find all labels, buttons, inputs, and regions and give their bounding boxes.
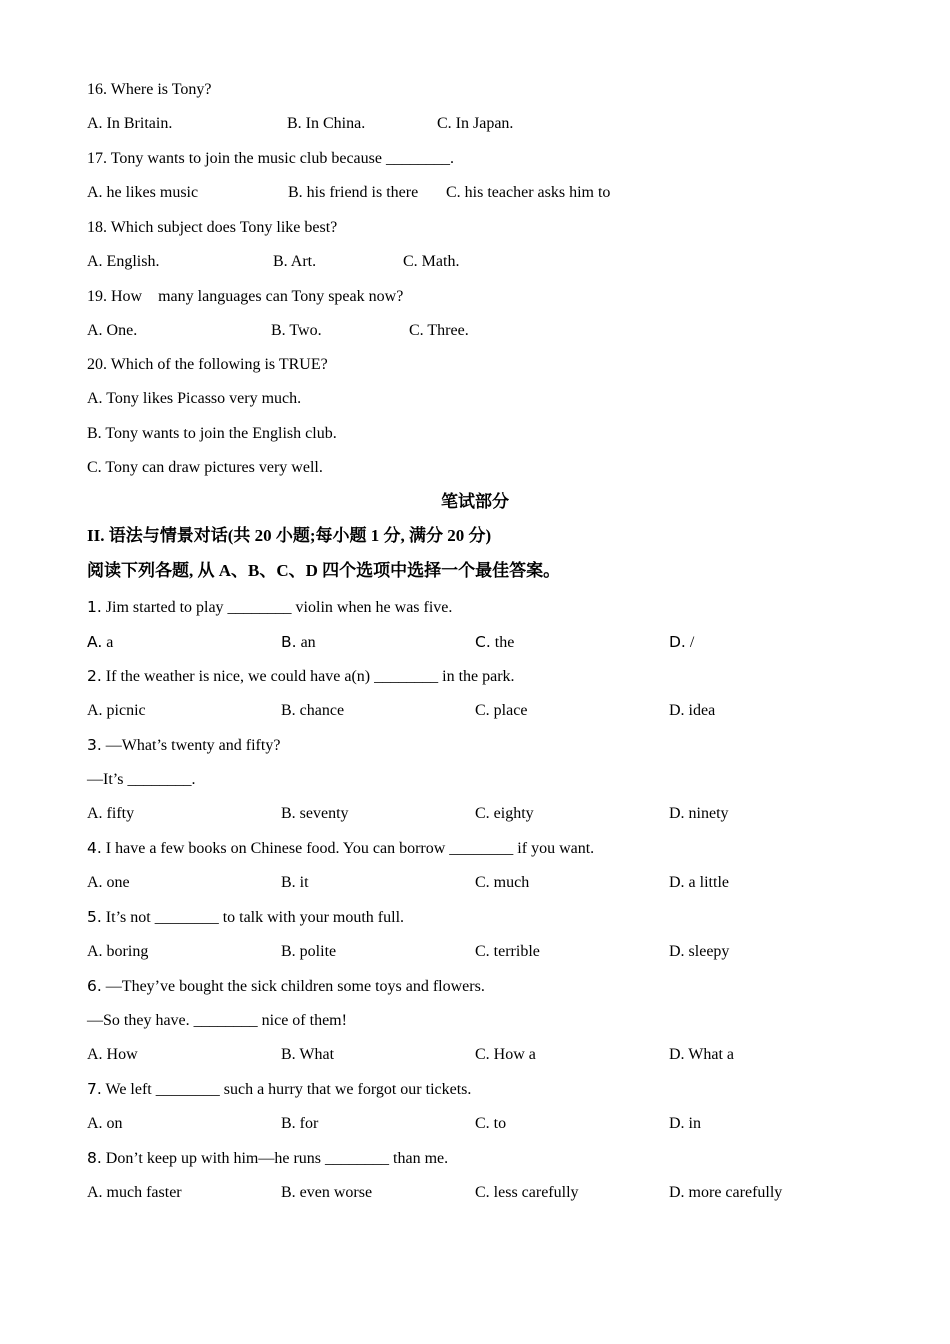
- q19-option-a: A. One.: [87, 322, 138, 339]
- g5-option-a: A. boring: [87, 943, 149, 960]
- g8-option-b: B. even worse: [281, 1184, 373, 1201]
- q19-option-b: B. Two.: [271, 322, 322, 339]
- g4-option-b: B. it: [281, 874, 309, 891]
- question-20: 20. Which of the following is TRUE?: [87, 356, 328, 373]
- q20-option-a: A. Tony likes Picasso very much.: [87, 390, 302, 407]
- g6-option-c: C. How a: [475, 1046, 536, 1063]
- g2-option-c: C. place: [475, 702, 528, 719]
- option-letter: A.: [87, 633, 103, 651]
- q20-option-b: B. Tony wants to join the English club.: [87, 425, 337, 442]
- grammar-question-3: [87, 735, 280, 756]
- question-number: 1.: [87, 598, 102, 616]
- g6-option-d: D. What a: [669, 1046, 735, 1063]
- question-text: I have a few books on Chinese food. You can borrow ________ if you want.: [101, 840, 595, 857]
- question-text: —They’ve bought the sick children some toys and flowers.: [101, 978, 485, 995]
- g7-option-b: B. for: [281, 1115, 319, 1132]
- question-text: —What’s twenty and fifty?: [101, 737, 281, 754]
- g4-option-a: A. one: [87, 874, 130, 891]
- question-text: If the weather is nice, we could have a(n) ________ in the park.: [101, 668, 515, 685]
- g7-option-a: A. on: [87, 1115, 123, 1132]
- g8-option-d: D. more carefully: [669, 1184, 783, 1201]
- g7-option-d: D. in: [669, 1115, 701, 1132]
- q16-option-b: B. In China.: [287, 115, 366, 132]
- question-number: 7.: [87, 1080, 102, 1098]
- question-text: We left ________ such a hurry that we forgot our tickets.: [101, 1081, 472, 1098]
- g1-option-c: [475, 632, 514, 653]
- option-text: /: [685, 634, 695, 651]
- section-title: 笔试部分: [441, 492, 509, 511]
- grammar-question-8: [87, 1148, 448, 1169]
- g5-option-d: D. sleepy: [669, 943, 730, 960]
- grammar-question-3-reply: —It’s ________.: [87, 771, 196, 788]
- g6-option-a: A. How: [87, 1046, 138, 1063]
- grammar-question-6-reply: —So they have. ________ nice of them!: [87, 1012, 347, 1029]
- question-number: 4.: [87, 839, 102, 857]
- option-text: a: [102, 634, 114, 651]
- q16-option-c: C. In Japan.: [437, 115, 514, 132]
- g4-option-d: D. a little: [669, 874, 729, 891]
- g3-option-c: C. eighty: [475, 805, 534, 822]
- question-16: 16. Where is Tony?: [87, 81, 212, 98]
- g8-option-a: A. much faster: [87, 1184, 182, 1201]
- g7-option-c: C. to: [475, 1115, 507, 1132]
- g1-option-b: [281, 632, 316, 653]
- question-number: 8.: [87, 1149, 102, 1167]
- q17-option-a: A. he likes music: [87, 184, 199, 201]
- g1-option-d: [669, 632, 694, 653]
- g5-option-b: B. polite: [281, 943, 337, 960]
- grammar-question-2: [87, 666, 515, 687]
- question-text: It’s not ________ to talk with your mouth full.: [101, 909, 405, 926]
- question-19: 19. How many languages can Tony speak now?: [87, 288, 404, 305]
- question-18: 18. Which subject does Tony like best?: [87, 219, 338, 236]
- question-number: 2.: [87, 667, 102, 685]
- g2-option-a: A. picnic: [87, 702, 146, 719]
- q18-option-c: C. Math.: [403, 253, 460, 270]
- question-number: 5.: [87, 908, 102, 926]
- grammar-question-4: [87, 838, 594, 859]
- option-text: the: [490, 634, 515, 651]
- g8-option-c: C. less carefully: [475, 1184, 579, 1201]
- q19-option-c: C. Three.: [409, 322, 469, 339]
- option-letter: B.: [281, 633, 297, 651]
- grammar-question-5: [87, 907, 404, 928]
- g2-option-b: B. chance: [281, 702, 345, 719]
- question-text: Don’t keep up with him—he runs ________ than me.: [101, 1150, 449, 1167]
- q20-option-c: C. Tony can draw pictures very well.: [87, 459, 323, 476]
- option-letter: C.: [475, 633, 491, 651]
- g3-option-d: D. ninety: [669, 805, 729, 822]
- option-letter: D.: [669, 633, 686, 651]
- q18-option-b: B. Art.: [273, 253, 317, 270]
- section-2-heading: II. 语法与情景对话(共 20 小题;每小题 1 分, 满分 20 分): [87, 526, 492, 545]
- question-text: Jim started to play ________ violin when he was five.: [101, 599, 453, 616]
- g3-option-b: B. seventy: [281, 805, 349, 822]
- grammar-question-6: [87, 976, 485, 997]
- g1-option-a: [87, 632, 113, 653]
- g6-option-b: B. What: [281, 1046, 335, 1063]
- g2-option-d: D. idea: [669, 702, 716, 719]
- grammar-question-7: [87, 1079, 471, 1100]
- option-text: an: [296, 634, 316, 651]
- g5-option-c: C. terrible: [475, 943, 540, 960]
- grammar-question-1: [87, 597, 452, 618]
- g3-option-a: A. fifty: [87, 805, 135, 822]
- section-2-instruction: 阅读下列各题, 从 A、B、C、D 四个选项中选择一个最佳答案。: [87, 561, 561, 580]
- q18-option-a: A. English.: [87, 253, 160, 270]
- g4-option-c: C. much: [475, 874, 530, 891]
- q17-option-c: C. his teacher asks him to: [446, 184, 611, 201]
- question-number: 3.: [87, 736, 102, 754]
- question-number: 6.: [87, 977, 102, 995]
- q16-option-a: A. In Britain.: [87, 115, 173, 132]
- q17-option-b: B. his friend is there: [288, 184, 419, 201]
- question-17: 17. Tony wants to join the music club because ________.: [87, 150, 454, 167]
